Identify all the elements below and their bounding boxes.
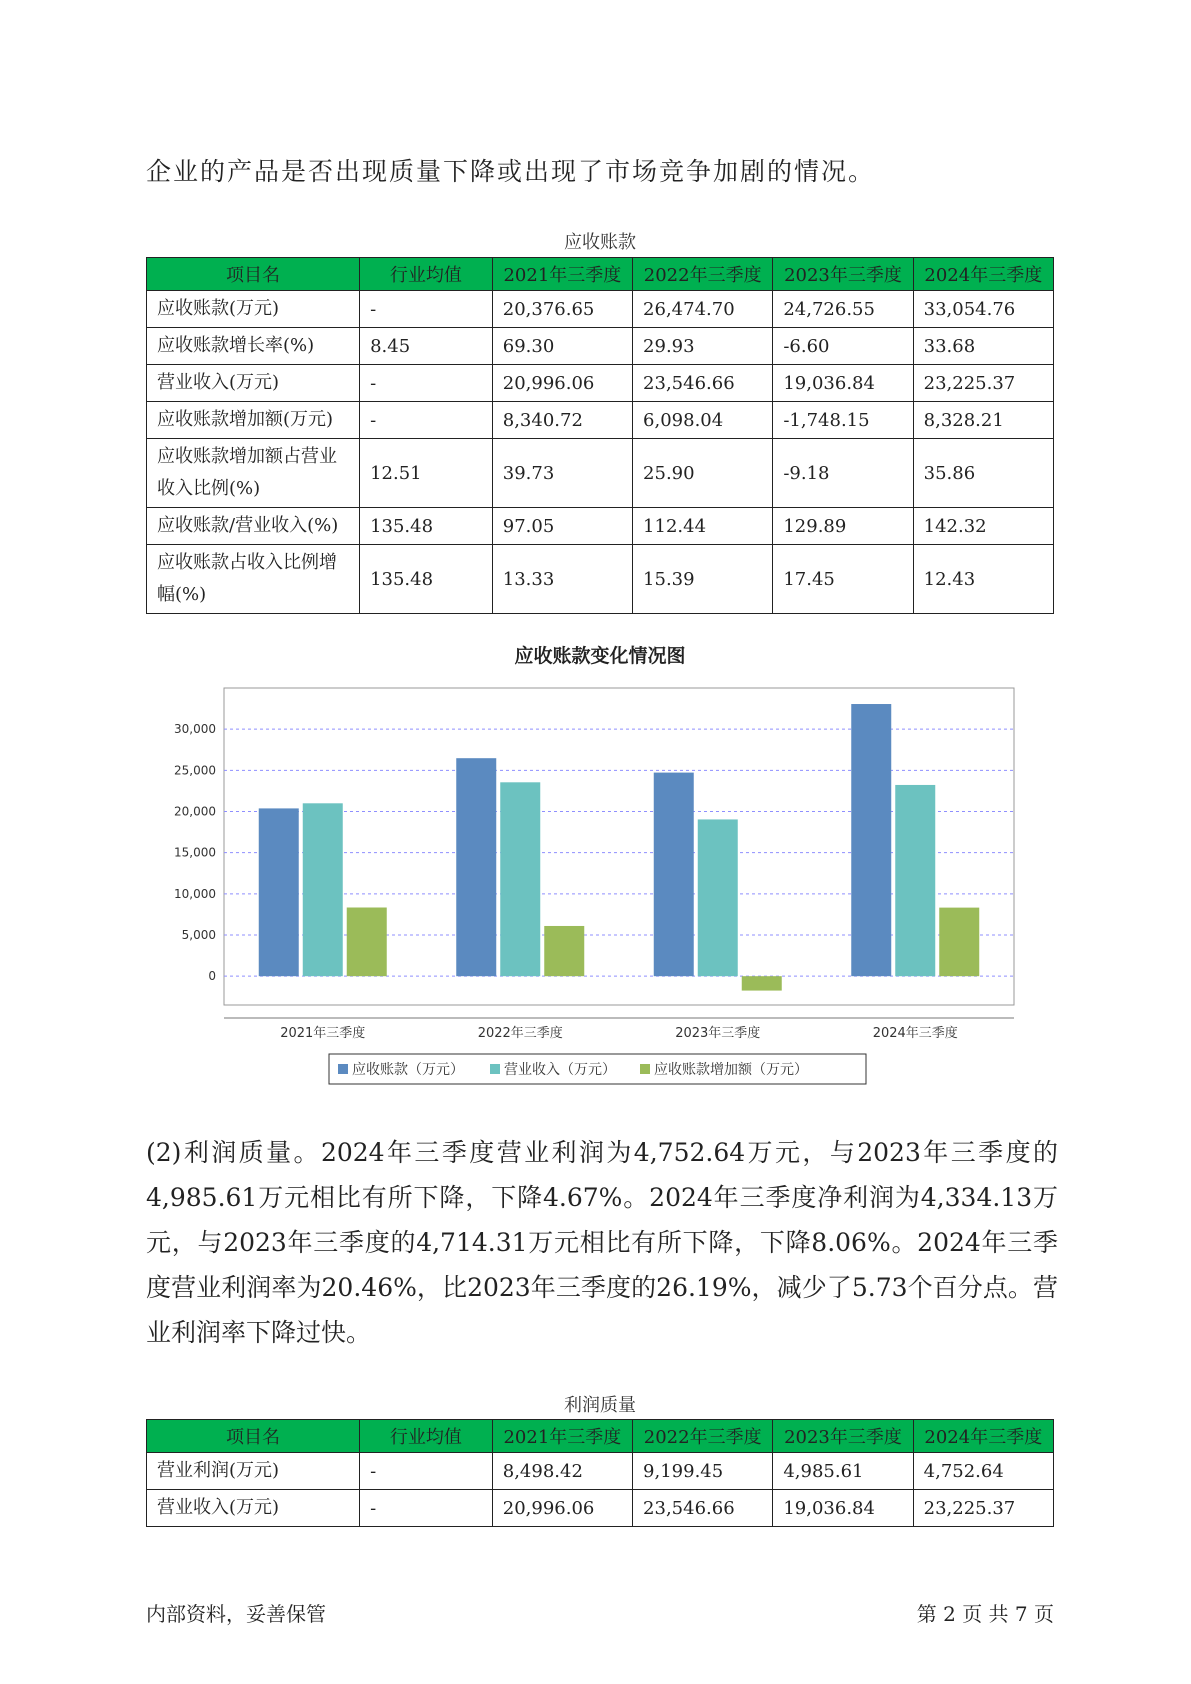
- table-cell: 142.32: [913, 508, 1053, 545]
- table-row: [147, 1490, 1054, 1527]
- table-cell: 8,340.72: [492, 402, 632, 439]
- legend-label: 应收账款增加额（万元）: [654, 1062, 808, 1078]
- table-cell: -1,748.15: [773, 402, 913, 439]
- table-cell: 4,752.64: [913, 1453, 1053, 1490]
- receivables-chart: [146, 640, 1054, 1090]
- column-header: 2023年三季度: [773, 258, 913, 291]
- table-row: [147, 545, 1054, 614]
- table-cell: 23,225.37: [913, 365, 1053, 402]
- column-header: 2024年三季度: [913, 1420, 1053, 1453]
- table-cell: 129.89: [773, 508, 913, 545]
- table-cell: 17.45: [773, 545, 913, 614]
- footer-confidential-note: 内部资料，妥善保管: [146, 1602, 326, 1626]
- profit-quality-paragraph: (2)利润质量。2024年三季度营业利润为4,752.64万元，与2023年三季度的4,985.61万元相比有所下降，下降4.67%。2024年三季度净利润为4,334.13万元，与2023年三季度的4,714.31万元相比有所下降，下降8.06%。2024年三季度营业利润率为20.46%，比2023年三季度的26.19%，减少了5.73个百分点。营业利润率下降过快。: [146, 1138, 1058, 1347]
- row-label: 应收账款(万元): [147, 291, 360, 328]
- table-cell: -6.60: [773, 328, 913, 365]
- row-label: 应收账款/营业收入(%): [147, 508, 360, 545]
- column-header: 2022年三季度: [633, 258, 773, 291]
- table-cell: 20,376.65: [492, 291, 632, 328]
- profit-quality-table: [146, 1419, 1054, 1527]
- row-label: 应收账款增加额(万元): [147, 402, 360, 439]
- legend-label: 营业收入（万元）: [504, 1062, 616, 1078]
- column-header: 项目名: [147, 1420, 360, 1453]
- table-cell: 6,098.04: [633, 402, 773, 439]
- table-cell: 23,225.37: [913, 1490, 1053, 1527]
- table-cell: 15.39: [633, 545, 773, 614]
- table-cell: 35.86: [913, 439, 1053, 508]
- y-tick-label: 10,000: [174, 886, 216, 901]
- y-tick-label: 15,000: [174, 845, 216, 860]
- table2-caption: 利润质量: [564, 1395, 636, 1416]
- table-cell: 69.30: [492, 328, 632, 365]
- table-cell: 25.90: [633, 439, 773, 508]
- table-row: [147, 402, 1054, 439]
- column-header: 2021年三季度: [492, 1420, 632, 1453]
- table-cell: 8,328.21: [913, 402, 1053, 439]
- y-tick-label: 25,000: [174, 763, 216, 778]
- bar: [698, 819, 738, 976]
- row-label: 营业收入(万元): [147, 1490, 360, 1527]
- intro-text: 企业的产品是否出现质量下降或出现了市场竞争加剧的情况。: [146, 157, 876, 186]
- table-cell: 8.45: [360, 328, 493, 365]
- table-cell: 24,726.55: [773, 291, 913, 328]
- table1-caption: 应收账款: [564, 232, 636, 253]
- table-cell: -: [360, 291, 493, 328]
- table-row: [147, 291, 1054, 328]
- table-cell: 19,036.84: [773, 365, 913, 402]
- table-row: [147, 365, 1054, 402]
- x-tick-label: 2023年三季度: [675, 1026, 761, 1041]
- table-cell: -: [360, 1453, 493, 1490]
- row-label: 营业收入(万元): [147, 365, 360, 402]
- table-cell: 8,498.42: [492, 1453, 632, 1490]
- bar: [895, 785, 935, 976]
- table-cell: 13.33: [492, 545, 632, 614]
- bar: [347, 908, 387, 977]
- y-tick-label: 30,000: [174, 722, 216, 737]
- legend-swatch: [490, 1064, 500, 1074]
- bar: [303, 803, 343, 976]
- table-header-row: [147, 1420, 1054, 1453]
- column-header: 2022年三季度: [633, 1420, 773, 1453]
- table-row: [147, 1453, 1054, 1490]
- column-header: 行业均值: [360, 1420, 493, 1453]
- table-cell: -9.18: [773, 439, 913, 508]
- table-header-row: [147, 258, 1054, 291]
- bar: [851, 704, 891, 976]
- y-tick-label: 0: [208, 969, 216, 984]
- footer-page-number: 第 2 页 共 7 页: [916, 1602, 1054, 1626]
- column-header: 项目名: [147, 258, 360, 291]
- table-cell: 20,996.06: [492, 1490, 632, 1527]
- table-cell: 19,036.84: [773, 1490, 913, 1527]
- table-cell: 29.93: [633, 328, 773, 365]
- legend-swatch: [640, 1064, 650, 1074]
- x-tick-label: 2021年三季度: [280, 1026, 366, 1041]
- bar: [654, 773, 694, 977]
- y-tick-label: 20,000: [174, 804, 216, 819]
- table-cell: 23,546.66: [633, 1490, 773, 1527]
- table-row: [147, 328, 1054, 365]
- row-label: 营业利润(万元): [147, 1453, 360, 1490]
- table-cell: 4,985.61: [773, 1453, 913, 1490]
- table-cell: -: [360, 1490, 493, 1527]
- table-cell: 112.44: [633, 508, 773, 545]
- bar: [500, 782, 540, 976]
- column-header: 2021年三季度: [492, 258, 632, 291]
- table-cell: 23,546.66: [633, 365, 773, 402]
- table-cell: 9,199.45: [633, 1453, 773, 1490]
- table-cell: 135.48: [360, 508, 493, 545]
- bar: [939, 908, 979, 977]
- chart-title: 应收账款变化情况图: [514, 645, 686, 667]
- legend-label: 应收账款（万元）: [352, 1062, 464, 1078]
- table-cell: 39.73: [492, 439, 632, 508]
- bar: [259, 808, 299, 976]
- table-cell: 12.43: [913, 545, 1053, 614]
- table-cell: 12.51: [360, 439, 493, 508]
- column-header: 2023年三季度: [773, 1420, 913, 1453]
- row-label: 应收账款增加额占营业收入比例(%): [147, 439, 360, 508]
- table-row: [147, 439, 1054, 508]
- table-cell: 20,996.06: [492, 365, 632, 402]
- table-cell: 97.05: [492, 508, 632, 545]
- x-tick-label: 2022年三季度: [477, 1026, 563, 1041]
- bar: [544, 926, 584, 976]
- x-tick-label: 2024年三季度: [872, 1026, 958, 1041]
- y-tick-label: 5,000: [181, 928, 216, 943]
- table-cell: -: [360, 402, 493, 439]
- bar: [456, 758, 496, 976]
- table-cell: 135.48: [360, 545, 493, 614]
- row-label: 应收账款占收入比例增幅(%): [147, 545, 360, 614]
- table-cell: 33,054.76: [913, 291, 1053, 328]
- column-header: 2024年三季度: [913, 258, 1053, 291]
- legend-swatch: [338, 1064, 348, 1074]
- table-cell: 33.68: [913, 328, 1053, 365]
- table-row: [147, 508, 1054, 545]
- table-cell: 26,474.70: [633, 291, 773, 328]
- table-cell: -: [360, 365, 493, 402]
- bar: [742, 976, 782, 990]
- row-label: 应收账款增长率(%): [147, 328, 360, 365]
- receivables-table: [146, 257, 1054, 614]
- column-header: 行业均值: [360, 258, 493, 291]
